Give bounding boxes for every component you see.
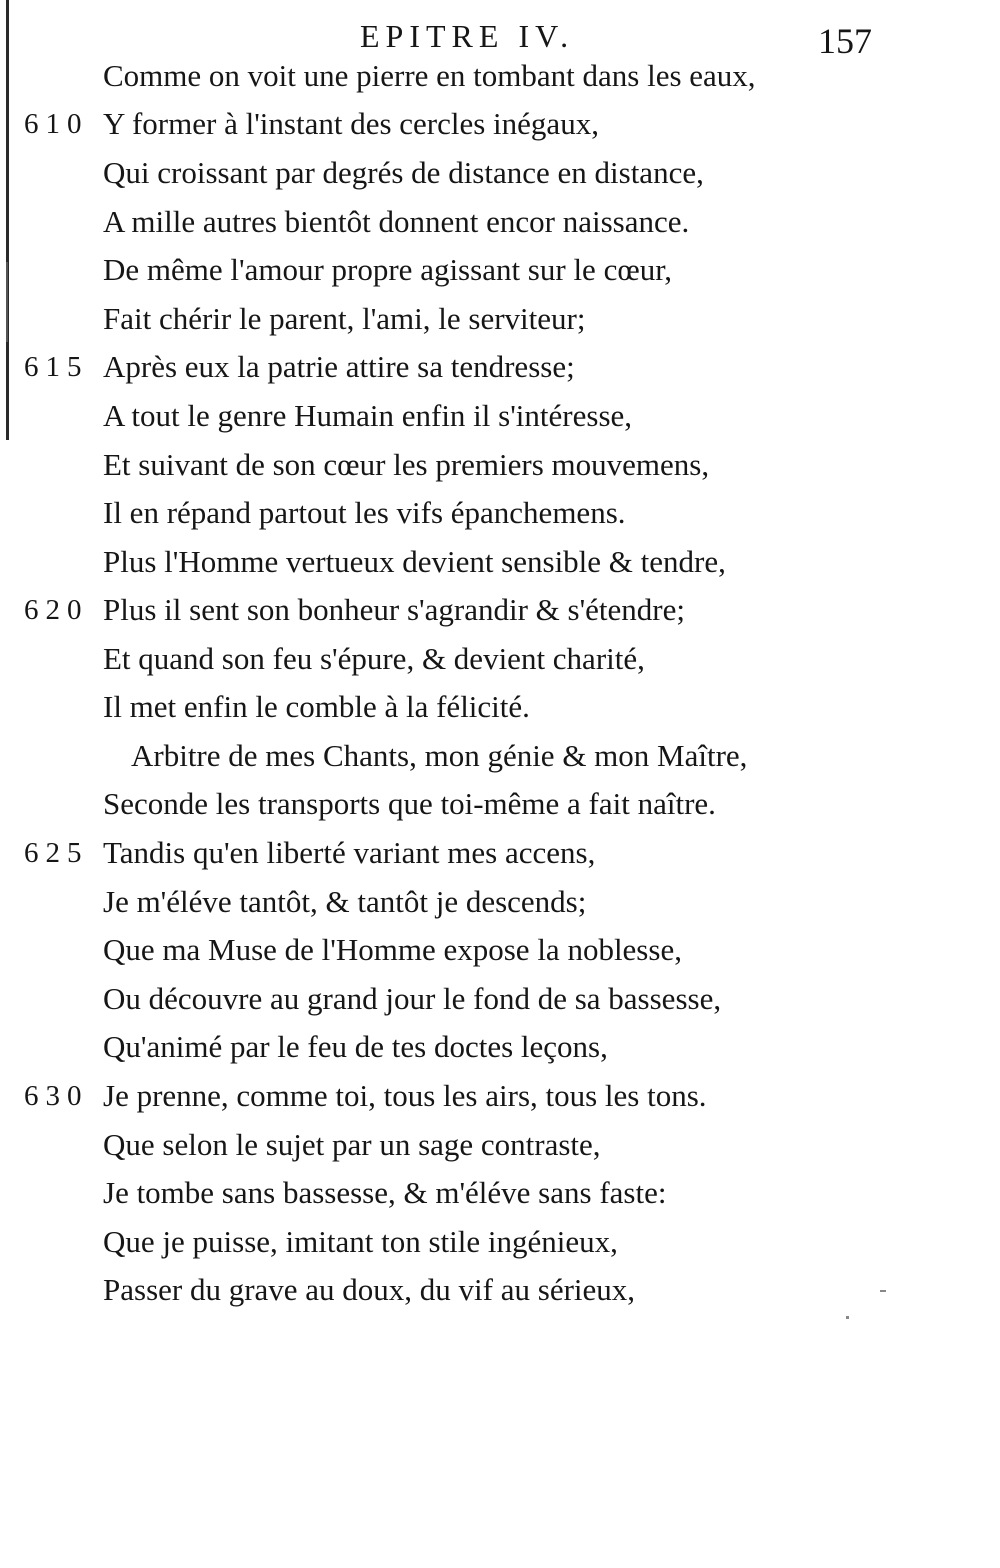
verse-text: Il met enfin le comble à la félicité. (103, 689, 530, 724)
verse-text: De même l'amour propre agissant sur le cœur, (103, 252, 673, 287)
verse-text: Ou découvre au grand jour le fond de sa bassesse, (103, 981, 722, 1016)
page-number: 157 (818, 21, 872, 61)
verse-text: Arbitre de mes Chants, mon génie & mon Maître, (131, 738, 748, 773)
verse-line (0, 1121, 1000, 1169)
verse-text: Après eux la patrie attire sa tendresse; (103, 349, 575, 384)
verse-text: Y former à l'instant des cercles inégaux, (103, 106, 599, 141)
verse-line (0, 441, 1000, 489)
verse-line (0, 732, 1000, 780)
verse-text: Que je puisse, imitant ton stile ingénieux, (103, 1224, 618, 1259)
verse-text: Plus l'Homme vertueux devient sensible & tendre, (103, 544, 726, 579)
verse-text: Qui croissant par degrés de distance en distance, (103, 155, 704, 190)
verse-text: Plus il sent son bonheur s'agrandir & s'étendre; (103, 592, 685, 627)
verse-line (0, 538, 1000, 586)
verse-line (0, 1266, 1000, 1314)
verse-line (0, 149, 1000, 197)
verse-line (0, 1023, 1000, 1071)
verse-line (0, 1072, 1000, 1120)
verse-text: Seconde les transports que toi-même a fait naître. (103, 786, 716, 821)
verse-text: Je m'éléve tantôt, & tantôt je descends; (103, 884, 587, 919)
verse-line (0, 1218, 1000, 1266)
running-head-title: EPITRE IV. (360, 18, 575, 54)
print-speck (846, 1316, 849, 1319)
verse-line (0, 100, 1000, 148)
verse-line (0, 780, 1000, 828)
verse-line (0, 52, 1000, 100)
verse-text: Que ma Muse de l'Homme expose la noblesse, (103, 932, 682, 967)
verse-text: Fait chérir le parent, l'ami, le serviteur; (103, 301, 586, 336)
verse-line (0, 1169, 1000, 1217)
verse-text: Et suivant de son cœur les premiers mouvemens, (103, 447, 710, 482)
verse-text: A tout le genre Humain enfin il s'intéresse, (103, 398, 633, 433)
verse-line (0, 343, 1000, 391)
verse-line (0, 246, 1000, 294)
verse-line (0, 926, 1000, 974)
verse-text: Je tombe sans bassesse, & m'éléve sans faste: (103, 1175, 667, 1210)
verse-line (0, 295, 1000, 343)
verse-text: Tandis qu'en liberté variant mes accens, (103, 835, 596, 870)
verse-text: Qu'animé par le feu de tes doctes leçons, (103, 1029, 608, 1064)
verse-line (0, 975, 1000, 1023)
verse-text: Comme on voit une pierre en tombant dans les eaux, (103, 58, 756, 93)
verse-line (0, 878, 1000, 926)
verse-line (0, 635, 1000, 683)
verse-text: Et quand son feu s'épure, & devient charité, (103, 641, 645, 676)
line-number: 610 (24, 108, 89, 140)
verse-text: Je prenne, comme toi, tous les airs, tous les tons. (103, 1078, 707, 1113)
line-number: 625 (24, 837, 89, 869)
verse-line (0, 829, 1000, 877)
line-number: 615 (24, 351, 89, 383)
print-speck (880, 1290, 886, 1292)
verse-line (0, 392, 1000, 440)
verse-text: Il en répand partout les vifs épanchemens. (103, 495, 626, 530)
verse-text: Passer du grave au doux, du vif au sérieux, (103, 1272, 636, 1307)
verse-line (0, 489, 1000, 537)
line-number: 630 (24, 1080, 89, 1112)
verse-line (0, 586, 1000, 634)
verse-text: A mille autres bientôt donnent encor naissance. (103, 204, 690, 239)
verse-line (0, 198, 1000, 246)
line-number: 620 (24, 594, 89, 626)
verse-line (0, 683, 1000, 731)
verse-text: Que selon le sujet par un sage contraste, (103, 1127, 601, 1162)
